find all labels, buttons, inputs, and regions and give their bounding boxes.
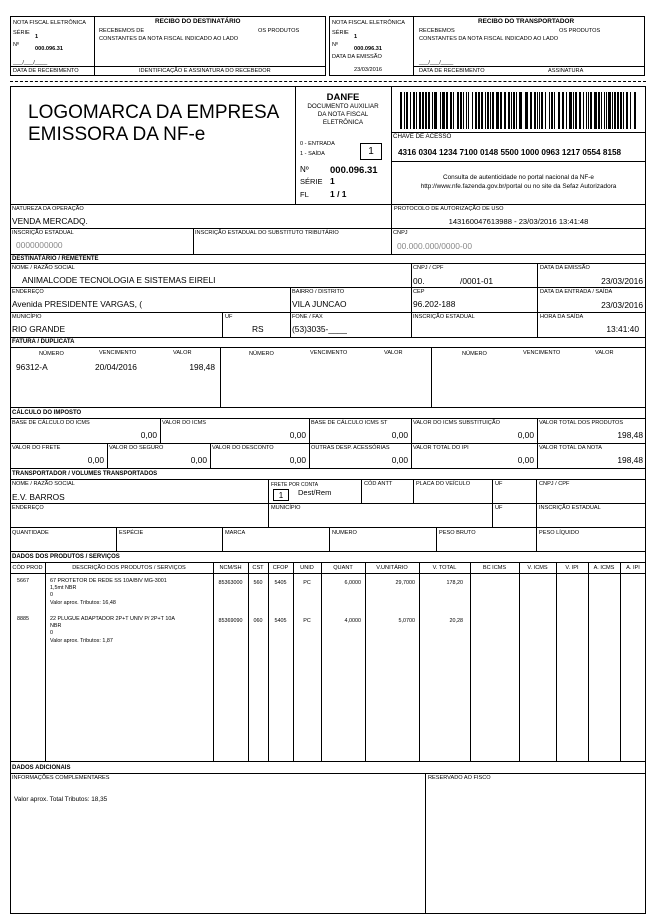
column-divider bbox=[470, 562, 471, 761]
transp-cnpj-label: CNPJ / CPF bbox=[539, 481, 570, 487]
imposto-value: 0,00 bbox=[517, 430, 534, 440]
product-cst: 060 bbox=[253, 618, 263, 624]
receipt-transportador bbox=[329, 16, 645, 76]
frete-code: 1 bbox=[273, 489, 289, 501]
column-divider bbox=[588, 562, 589, 761]
emissao-label: DATA DA EMISSÃO bbox=[332, 54, 382, 60]
serie-label: SÉRIE bbox=[13, 30, 30, 36]
imposto-label: VALOR DO DESCONTO bbox=[212, 445, 274, 451]
imposto-value: 0,00 bbox=[391, 455, 408, 465]
column-divider bbox=[268, 562, 269, 761]
section-produtos: DADOS DOS PRODUTOS / SERVIÇOS bbox=[12, 554, 120, 560]
imposto-value: 0,00 bbox=[140, 430, 157, 440]
emissao-value: 23/03/2016 bbox=[354, 67, 382, 73]
column-header: CST bbox=[252, 565, 264, 571]
nf-label: NOTA FISCAL ELETRÔNICA bbox=[13, 20, 87, 26]
ie-label: INSCRIÇÃO ESTADUAL bbox=[12, 230, 74, 236]
imposto-label: VALOR TOTAL DOS PRODUTOS bbox=[539, 420, 624, 426]
imposto-value: 198,48 bbox=[617, 430, 643, 440]
imposto-label: VALOR DO SEGURO bbox=[109, 445, 164, 451]
imposto-label: VALOR DO ICMS bbox=[162, 420, 207, 426]
consulta-line: http://www.nfe.fazenda.gov.br/portal ou no site da Sefaz Autorizadora bbox=[420, 183, 617, 190]
section-adicionais: DADOS ADICIONAIS bbox=[12, 765, 71, 771]
receipt-text: OS PRODUTOS bbox=[258, 28, 300, 34]
fatura-numero-label: NÚMERO bbox=[462, 351, 487, 357]
section-imposto: CÁLCULO DO IMPOSTO bbox=[12, 410, 82, 416]
fatura-venc-label: VENCIMENTO bbox=[99, 350, 137, 356]
product-desc: 67 PROTETOR DE REDE SS 10A/BIV MG-3001 bbox=[50, 578, 167, 584]
product-unid: PC bbox=[303, 618, 311, 624]
cnpj-label: CNPJ / CPF bbox=[413, 265, 444, 271]
marca-label: MARCA bbox=[225, 530, 246, 536]
column-divider bbox=[293, 562, 294, 761]
product-vtotal: 178,20 bbox=[446, 580, 463, 586]
section-transportador: TRANSPORTADOR / VOLUMES TRANSPORTADOS bbox=[12, 471, 158, 477]
transp-nome: E.V. BARROS bbox=[12, 492, 65, 502]
imposto-label: VALOR DO ICMS SUBSTITUIÇÃO bbox=[413, 420, 500, 426]
danfe-numero: 000.096.31 bbox=[330, 165, 378, 176]
receipt-text: RECEBEMOS bbox=[419, 28, 455, 34]
sign-label: IDENTIFICAÇÃO E ASSINATURA DO RECEBEDOR bbox=[139, 68, 271, 74]
column-divider bbox=[45, 562, 46, 761]
product-desc: 0 bbox=[50, 630, 53, 636]
column-header: V.UNITÁRIO bbox=[376, 565, 408, 571]
fatura-valor-label: VALOR bbox=[384, 350, 403, 356]
serie-label: SÉRIE bbox=[332, 30, 349, 36]
date-label: DATA DE RECEBIMENTO bbox=[419, 68, 485, 74]
product-ncm: 85369090 bbox=[218, 618, 243, 624]
especie-label: ESPÉCIE bbox=[119, 530, 144, 536]
info-label: INFORMAÇÕES COMPLEMENTARES bbox=[12, 775, 110, 781]
hora-label: HORA DA SAÍDA bbox=[540, 314, 584, 320]
ie-label: INSCRIÇÃO ESTADUAL bbox=[413, 314, 475, 320]
danfe-title: DANFE bbox=[326, 92, 360, 103]
transp-nome-label: NOME / RAZÃO SOCIAL bbox=[12, 481, 75, 487]
serie-label: SÉRIE bbox=[300, 177, 323, 186]
ie-value: 0000000000 bbox=[16, 240, 63, 250]
product-quant: 6,0000 bbox=[344, 580, 361, 586]
danfe-frame bbox=[10, 86, 646, 914]
chave-acesso: 4316 0304 1234 7100 0148 5500 1000 0963 1217 0554 8158 bbox=[398, 148, 622, 157]
bairro-value: VILA JUNCAO bbox=[292, 299, 347, 309]
serie-value: 1 bbox=[35, 34, 39, 40]
fone-value: (53)3035-____ bbox=[292, 324, 347, 334]
column-divider bbox=[365, 562, 366, 761]
imposto-value: 198,48 bbox=[617, 455, 643, 465]
product-vtotal: 20,28 bbox=[449, 618, 463, 624]
product-desc: 1,5mt NBR bbox=[50, 585, 77, 591]
column-header: CÓD PROD bbox=[12, 565, 43, 571]
imposto-value: 0,00 bbox=[391, 430, 408, 440]
column-divider bbox=[519, 562, 520, 761]
product-vunit: 29,7000 bbox=[395, 580, 415, 586]
date-placeholder: ___/___/____ bbox=[13, 60, 48, 66]
tipo-box: 1 bbox=[360, 143, 382, 160]
pbruto-label: PESO BRUTO bbox=[439, 530, 476, 536]
frete-label: FRETE POR CONTA bbox=[271, 482, 319, 488]
entrada-label: 0 - ENTRADA bbox=[300, 141, 335, 147]
column-divider bbox=[321, 562, 322, 761]
company-logo bbox=[28, 102, 279, 146]
column-divider bbox=[419, 562, 420, 761]
transp-ie-label: INSCRIÇÃO ESTADUAL bbox=[539, 505, 601, 511]
imposto-label: BASE DE CÁLCULO DO ICMS bbox=[12, 420, 90, 426]
hora-value: 13:41:40 bbox=[606, 324, 639, 334]
saida-label: 1 - SAÍDA bbox=[300, 151, 325, 157]
emissao-label: DATA DA EMISSÃO bbox=[540, 265, 590, 271]
cnpj-value: 00.000.000/0000-00 bbox=[397, 241, 472, 251]
imposto-value: 0,00 bbox=[190, 455, 207, 465]
cut-line bbox=[10, 81, 646, 82]
barcode bbox=[400, 92, 638, 129]
frete-value: Dest/Rem bbox=[298, 488, 332, 497]
numero-label: NUMERO bbox=[332, 530, 357, 536]
chave-label: CHAVE DE ACESSO bbox=[393, 133, 452, 140]
fatura-valor: 198,48 bbox=[189, 362, 215, 372]
danfe-title-block bbox=[296, 92, 390, 127]
sign-label: ASSINATURA bbox=[548, 68, 584, 74]
nome-value: ANIMALCODE TECNOLOGIA E SISTEMAS EIRELI bbox=[22, 275, 216, 285]
imposto-label: VALOR TOTAL DO IPI bbox=[413, 445, 469, 451]
fone-label: FONE / FAX bbox=[292, 314, 323, 320]
endereco-label: ENDEREÇO bbox=[12, 289, 44, 295]
receipt-title: RECIBO DO TRANSPORTADOR bbox=[478, 18, 575, 25]
receipt-title: RECIBO DO DESTINATÁRIO bbox=[155, 18, 241, 25]
column-divider bbox=[213, 562, 214, 761]
column-header: A. ICMS bbox=[593, 565, 615, 571]
column-divider bbox=[620, 562, 621, 761]
column-header: CFOP bbox=[272, 565, 289, 571]
date-placeholder: ___/___/____ bbox=[419, 60, 454, 66]
column-header: NCM/SH bbox=[219, 565, 242, 571]
qtd-label: QUANTIDADE bbox=[12, 530, 49, 536]
logo-line: LOGOMARCA DA EMPRESA bbox=[28, 102, 280, 123]
numero-value: 000.096.31 bbox=[354, 46, 382, 52]
product-desc: 22 PLUGUE ADAPTADOR 2P+T UNIV P/ 2P+T 10A bbox=[50, 616, 175, 622]
imposto-value: 0,00 bbox=[517, 455, 534, 465]
danfe-subtitle: DOCUMENTO AUXILIAR bbox=[307, 103, 379, 110]
consulta-line: Consulta de autenticidade no portal nacional da NF-e bbox=[443, 174, 594, 181]
emissao-value: 23/03/2016 bbox=[601, 276, 643, 286]
receipt-destinatario bbox=[10, 16, 326, 76]
section-fatura: FATURA / DUPLICATA bbox=[12, 339, 75, 345]
fatura-numero-label: NÚMERO bbox=[39, 351, 64, 357]
receipt-text: CONSTANTES DA NOTA FISCAL INDICADO AO LADO bbox=[419, 36, 559, 42]
info-value: Valor aprox. Total Tributos: 18,35 bbox=[14, 796, 108, 803]
product-vunit: 5,0700 bbox=[398, 618, 415, 624]
uf-label: UF bbox=[495, 505, 503, 511]
receipt-text: OS PRODUTOS bbox=[559, 28, 601, 34]
pliq-label: PESO LÍQUIDO bbox=[539, 530, 580, 536]
transp-municipio-label: MUNICÍPIO bbox=[271, 505, 301, 511]
column-header: QUANT bbox=[333, 565, 353, 571]
endereco-value: Avenida PRESIDENTE VARGAS, ( bbox=[12, 299, 143, 309]
uf-value: RS bbox=[252, 324, 264, 334]
receipt-text: RECEBEMOS DE bbox=[99, 28, 145, 34]
fatura-vencimento: 20/04/2016 bbox=[95, 362, 137, 372]
nome-label: NOME / RAZÃO SOCIAL bbox=[12, 265, 75, 271]
cep-label: CEP bbox=[413, 289, 425, 295]
natureza-value: VENDA MERCADQ. bbox=[12, 216, 88, 226]
imposto-value: 0,00 bbox=[289, 455, 306, 465]
imposto-value: 0,00 bbox=[289, 430, 306, 440]
cnpj-value-a: 00. bbox=[413, 276, 425, 286]
uf-label: UF bbox=[495, 481, 503, 487]
product-desc: Valor aprox. Tributos: 16,48 bbox=[50, 600, 116, 606]
date-label: DATA DE RECEBIMENTO bbox=[13, 68, 79, 74]
municipio-label: MUNICÍPIO bbox=[12, 314, 42, 320]
natureza-label: NATUREZA DA OPERAÇÃO bbox=[12, 206, 84, 212]
imposto-value: 0,00 bbox=[87, 455, 104, 465]
nf-label: NOTA FISCAL ELETRÔNICA bbox=[332, 20, 406, 26]
numero-label: Nº bbox=[13, 42, 20, 48]
receipt-text: CONSTANTES DA NOTA FISCAL INDICADO AO LADO bbox=[99, 36, 239, 42]
product-ncm: 85363000 bbox=[218, 580, 243, 586]
imposto-label: OUTRAS DESP. ACESSÓRIAS bbox=[311, 445, 390, 451]
product-desc: Valor aprox. Tributos: 1,87 bbox=[50, 638, 113, 644]
numero-value: 000.096.31 bbox=[35, 46, 63, 52]
entrada-label: DATA DA ENTRADA / SAÍDA bbox=[540, 289, 613, 295]
column-header: V. TOTAL bbox=[432, 565, 457, 571]
cnpj-label: CNPJ bbox=[393, 230, 408, 236]
column-header: A. IPI bbox=[626, 565, 640, 571]
product-cod: 8885 bbox=[17, 616, 29, 622]
product-cfop: 5405 bbox=[274, 580, 287, 586]
product-cfop: 5405 bbox=[274, 618, 287, 624]
transp-endereco-label: ENDEREÇO bbox=[12, 505, 44, 511]
fatura-venc-label: VENCIMENTO bbox=[310, 350, 348, 356]
column-header: BC ICMS bbox=[482, 565, 507, 571]
fatura-valor-label: VALOR bbox=[173, 350, 192, 356]
product-desc: 0 bbox=[50, 592, 53, 598]
antt-label: CÓD ANTT bbox=[364, 481, 393, 487]
product-desc: NBR bbox=[50, 623, 62, 629]
placa-label: PLACA DO VEÍCULO bbox=[416, 481, 471, 487]
numero-label: Nº bbox=[332, 42, 339, 48]
protocolo-value: 143160047613988 - 23/03/2016 13:41:48 bbox=[448, 217, 589, 226]
product-unid: PC bbox=[303, 580, 311, 586]
protocolo-label: PROTOCOLO DE AUTORIZAÇÃO DE USO bbox=[394, 206, 504, 212]
danfe-folha: 1 / 1 bbox=[330, 189, 347, 199]
column-header: V. ICMS bbox=[527, 565, 548, 571]
cep-value: 96.202-188 bbox=[413, 299, 456, 309]
danfe-subtitle: DA NOTA FISCAL bbox=[317, 111, 369, 118]
fatura-numero-label: NÚMERO bbox=[249, 351, 274, 357]
fatura-valor-label: VALOR bbox=[595, 350, 614, 356]
fatura-venc-label: VENCIMENTO bbox=[523, 350, 561, 356]
column-header: V. IPI bbox=[565, 565, 579, 571]
column-header: DESCRIÇÃO DOS PRODUTOS / SERVIÇOS bbox=[72, 565, 186, 571]
product-cst: 560 bbox=[253, 580, 263, 586]
bairro-label: BAIRRO / DISTRITO bbox=[292, 289, 345, 295]
municipio-value: RIO GRANDE bbox=[12, 324, 66, 334]
fl-label: FL bbox=[300, 190, 309, 199]
iest-label: INSCRIÇÃO ESTADUAL DO SUBSTITUTO TRIBUTÁRIO bbox=[195, 230, 339, 236]
product-quant: 4,0000 bbox=[344, 618, 361, 624]
cnpj-value-b: /0001-01 bbox=[460, 276, 494, 286]
imposto-label: BASE DE CÁLCULO ICMS ST bbox=[311, 420, 388, 426]
column-divider bbox=[248, 562, 249, 761]
fisco-label: RESERVADO AO FISCO bbox=[428, 775, 491, 781]
imposto-label: VALOR DO FRETE bbox=[12, 445, 61, 451]
section-destinatario: DESTINATÁRIO / REMETENTE bbox=[12, 256, 99, 262]
logo-line: EMISSORA DA NF-e bbox=[28, 124, 206, 145]
num-label: Nº bbox=[300, 165, 309, 174]
uf-label: UF bbox=[225, 314, 233, 320]
danfe-serie: 1 bbox=[330, 176, 335, 186]
serie-value: 1 bbox=[354, 34, 358, 40]
product-cod: 5667 bbox=[17, 578, 29, 584]
entrada-value: 23/03/2016 bbox=[601, 300, 643, 310]
column-header: UNID bbox=[300, 565, 314, 571]
consulta-text bbox=[392, 173, 645, 191]
imposto-label: VALOR TOTAL DA NOTA bbox=[539, 445, 602, 451]
fatura-numero: 96312-A bbox=[16, 362, 48, 372]
danfe-subtitle: ELETRÔNICA bbox=[322, 119, 364, 126]
column-divider bbox=[556, 562, 557, 761]
